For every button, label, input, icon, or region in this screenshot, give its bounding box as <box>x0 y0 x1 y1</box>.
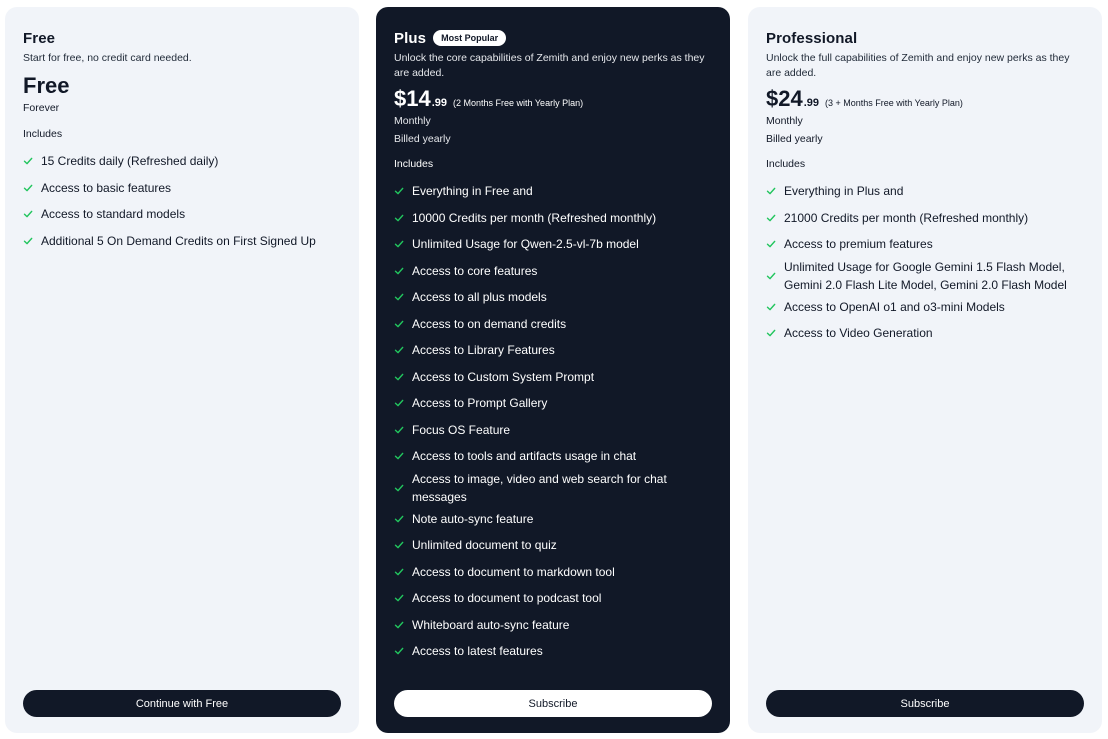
feature-text: Access to Prompt Gallery <box>412 396 548 411</box>
plan-period: Monthly <box>394 115 431 127</box>
feature-list <box>766 178 1084 347</box>
feature-text: Unlimited Usage for Qwen-2.5-vl-7b model <box>412 237 639 252</box>
check-icon <box>766 271 776 281</box>
feature-text: Access to tools and artifacts usage in chat <box>412 449 637 464</box>
feature-text: Note auto-sync feature <box>412 511 534 526</box>
feature-text: Access to all plus models <box>412 290 547 305</box>
feature-item <box>766 294 1084 321</box>
check-icon <box>394 483 404 493</box>
feature-item <box>394 231 712 258</box>
check-icon <box>394 292 404 302</box>
plan-period: Monthly <box>766 115 803 127</box>
plan-period: Forever <box>23 102 60 114</box>
price-cents: .99 <box>803 97 820 109</box>
feature-text: Unlimited Usage for Google Gemini 1.5 Flash Model, Gemini 2.0 Flash Lite Model, Gemini 2.0 Flash Model <box>784 259 1067 292</box>
price-note: (3 + Months Free with Yearly Plan) <box>825 98 963 108</box>
feature-item <box>766 178 1084 205</box>
check-icon <box>766 302 776 312</box>
check-icon <box>766 186 776 196</box>
plan-card-free <box>5 7 359 733</box>
check-icon <box>394 646 404 656</box>
feature-text: Access to OpenAI o1 and o3-mini Models <box>784 299 1005 314</box>
feature-item <box>394 258 712 285</box>
check-icon <box>766 213 776 223</box>
check-icon <box>766 328 776 338</box>
plan-name: Plus <box>394 29 427 47</box>
check-icon <box>394 372 404 382</box>
feature-item <box>766 320 1084 347</box>
check-icon <box>23 209 33 219</box>
check-icon <box>394 620 404 630</box>
check-icon <box>394 540 404 550</box>
feature-text: Additional 5 On Demand Credits on First Signed Up <box>41 233 316 248</box>
feature-text: 10000 Credits per month (Refreshed monthly) <box>412 210 657 225</box>
check-icon <box>394 398 404 408</box>
feature-text: Access to latest features <box>412 644 543 659</box>
feature-text: Access to standard models <box>41 207 186 222</box>
continue-with-free-button[interactable]: Continue with Free <box>23 690 341 717</box>
feature-text: Everything in Free and <box>412 184 533 199</box>
check-icon <box>394 514 404 524</box>
check-icon <box>394 567 404 577</box>
feature-text: Focus OS Feature <box>412 422 511 437</box>
feature-item <box>394 470 712 506</box>
check-icon <box>23 236 33 246</box>
feature-item <box>394 311 712 338</box>
plan-name: Professional <box>766 29 858 47</box>
plan-header <box>23 27 341 49</box>
includes-label: Includes <box>394 158 434 170</box>
plan-name: Free <box>23 29 56 47</box>
plan-description: Start for free, no credit card needed. <box>23 52 192 64</box>
feature-text: Access to basic features <box>41 180 172 195</box>
feature-item <box>766 205 1084 232</box>
plan-description: Unlock the full capabilities of Zemith and enjoy new perks as they are added. <box>766 52 1070 79</box>
feature-item <box>394 559 712 586</box>
feature-item <box>394 205 712 232</box>
feature-text: Access to core features <box>412 263 538 278</box>
feature-item <box>394 585 712 612</box>
feature-text: Access to Library Features <box>412 343 555 358</box>
most-popular-badge: Most Popular <box>433 30 506 46</box>
plan-price: Free <box>23 73 70 98</box>
feature-text: Everything in Plus and <box>784 184 904 199</box>
price-dollars: $14 <box>394 86 431 111</box>
feature-item <box>394 532 712 559</box>
feature-list <box>23 148 341 254</box>
check-icon <box>394 593 404 603</box>
feature-item <box>394 638 712 665</box>
feature-text: Access to on demand credits <box>412 316 567 331</box>
check-icon <box>394 345 404 355</box>
feature-text: Access to image, video and web search for chat messages <box>412 471 667 504</box>
feature-item <box>394 506 712 533</box>
plan-card-professional <box>748 7 1102 733</box>
feature-item <box>766 258 1084 294</box>
billing-note: Billed yearly <box>766 133 823 145</box>
feature-item <box>394 390 712 417</box>
feature-text: Unlimited document to quiz <box>412 538 557 553</box>
feature-text: Access to document to markdown tool <box>412 564 615 579</box>
feature-list <box>394 178 712 665</box>
feature-item <box>394 337 712 364</box>
price-note: (2 Months Free with Yearly Plan) <box>453 98 584 108</box>
check-icon <box>394 186 404 196</box>
feature-item <box>23 228 341 255</box>
check-icon <box>394 213 404 223</box>
feature-item <box>23 175 341 202</box>
includes-label: Includes <box>23 128 63 140</box>
plan-header <box>766 27 1084 49</box>
check-icon <box>766 239 776 249</box>
plan-description: Unlock the core capabilities of Zemith and enjoy new perks as they are added. <box>394 52 705 79</box>
feature-item <box>394 443 712 470</box>
price-dollars: $24 <box>766 86 803 111</box>
check-icon <box>394 319 404 329</box>
check-icon <box>23 156 33 166</box>
plan-header <box>394 27 712 49</box>
billing-note: Billed yearly <box>394 133 451 145</box>
feature-item <box>394 417 712 444</box>
check-icon <box>394 266 404 276</box>
feature-item <box>394 612 712 639</box>
check-icon <box>23 183 33 193</box>
subscribe-professional-button[interactable]: Subscribe <box>766 690 1084 717</box>
includes-label: Includes <box>766 158 806 170</box>
subscribe-plus-button[interactable]: Subscribe <box>394 690 712 717</box>
feature-text: 21000 Credits per month (Refreshed monthly) <box>784 210 1029 225</box>
feature-item <box>766 231 1084 258</box>
feature-item <box>23 148 341 175</box>
price-cents: .99 <box>431 97 448 109</box>
feature-text: Whiteboard auto-sync feature <box>412 617 570 632</box>
feature-text: Access to document to podcast tool <box>412 591 602 606</box>
plan-price <box>766 86 1084 112</box>
feature-text: Access to premium features <box>784 237 933 252</box>
feature-text: 15 Credits daily (Refreshed daily) <box>41 154 219 169</box>
feature-item <box>394 178 712 205</box>
plan-price <box>394 86 712 112</box>
feature-item <box>23 201 341 228</box>
check-icon <box>394 239 404 249</box>
feature-text: Access to Video Generation <box>784 326 933 341</box>
feature-item <box>394 284 712 311</box>
feature-item <box>394 364 712 391</box>
feature-text: Access to Custom System Prompt <box>412 369 595 384</box>
check-icon <box>394 451 404 461</box>
plan-card-plus <box>376 7 730 733</box>
check-icon <box>394 425 404 435</box>
